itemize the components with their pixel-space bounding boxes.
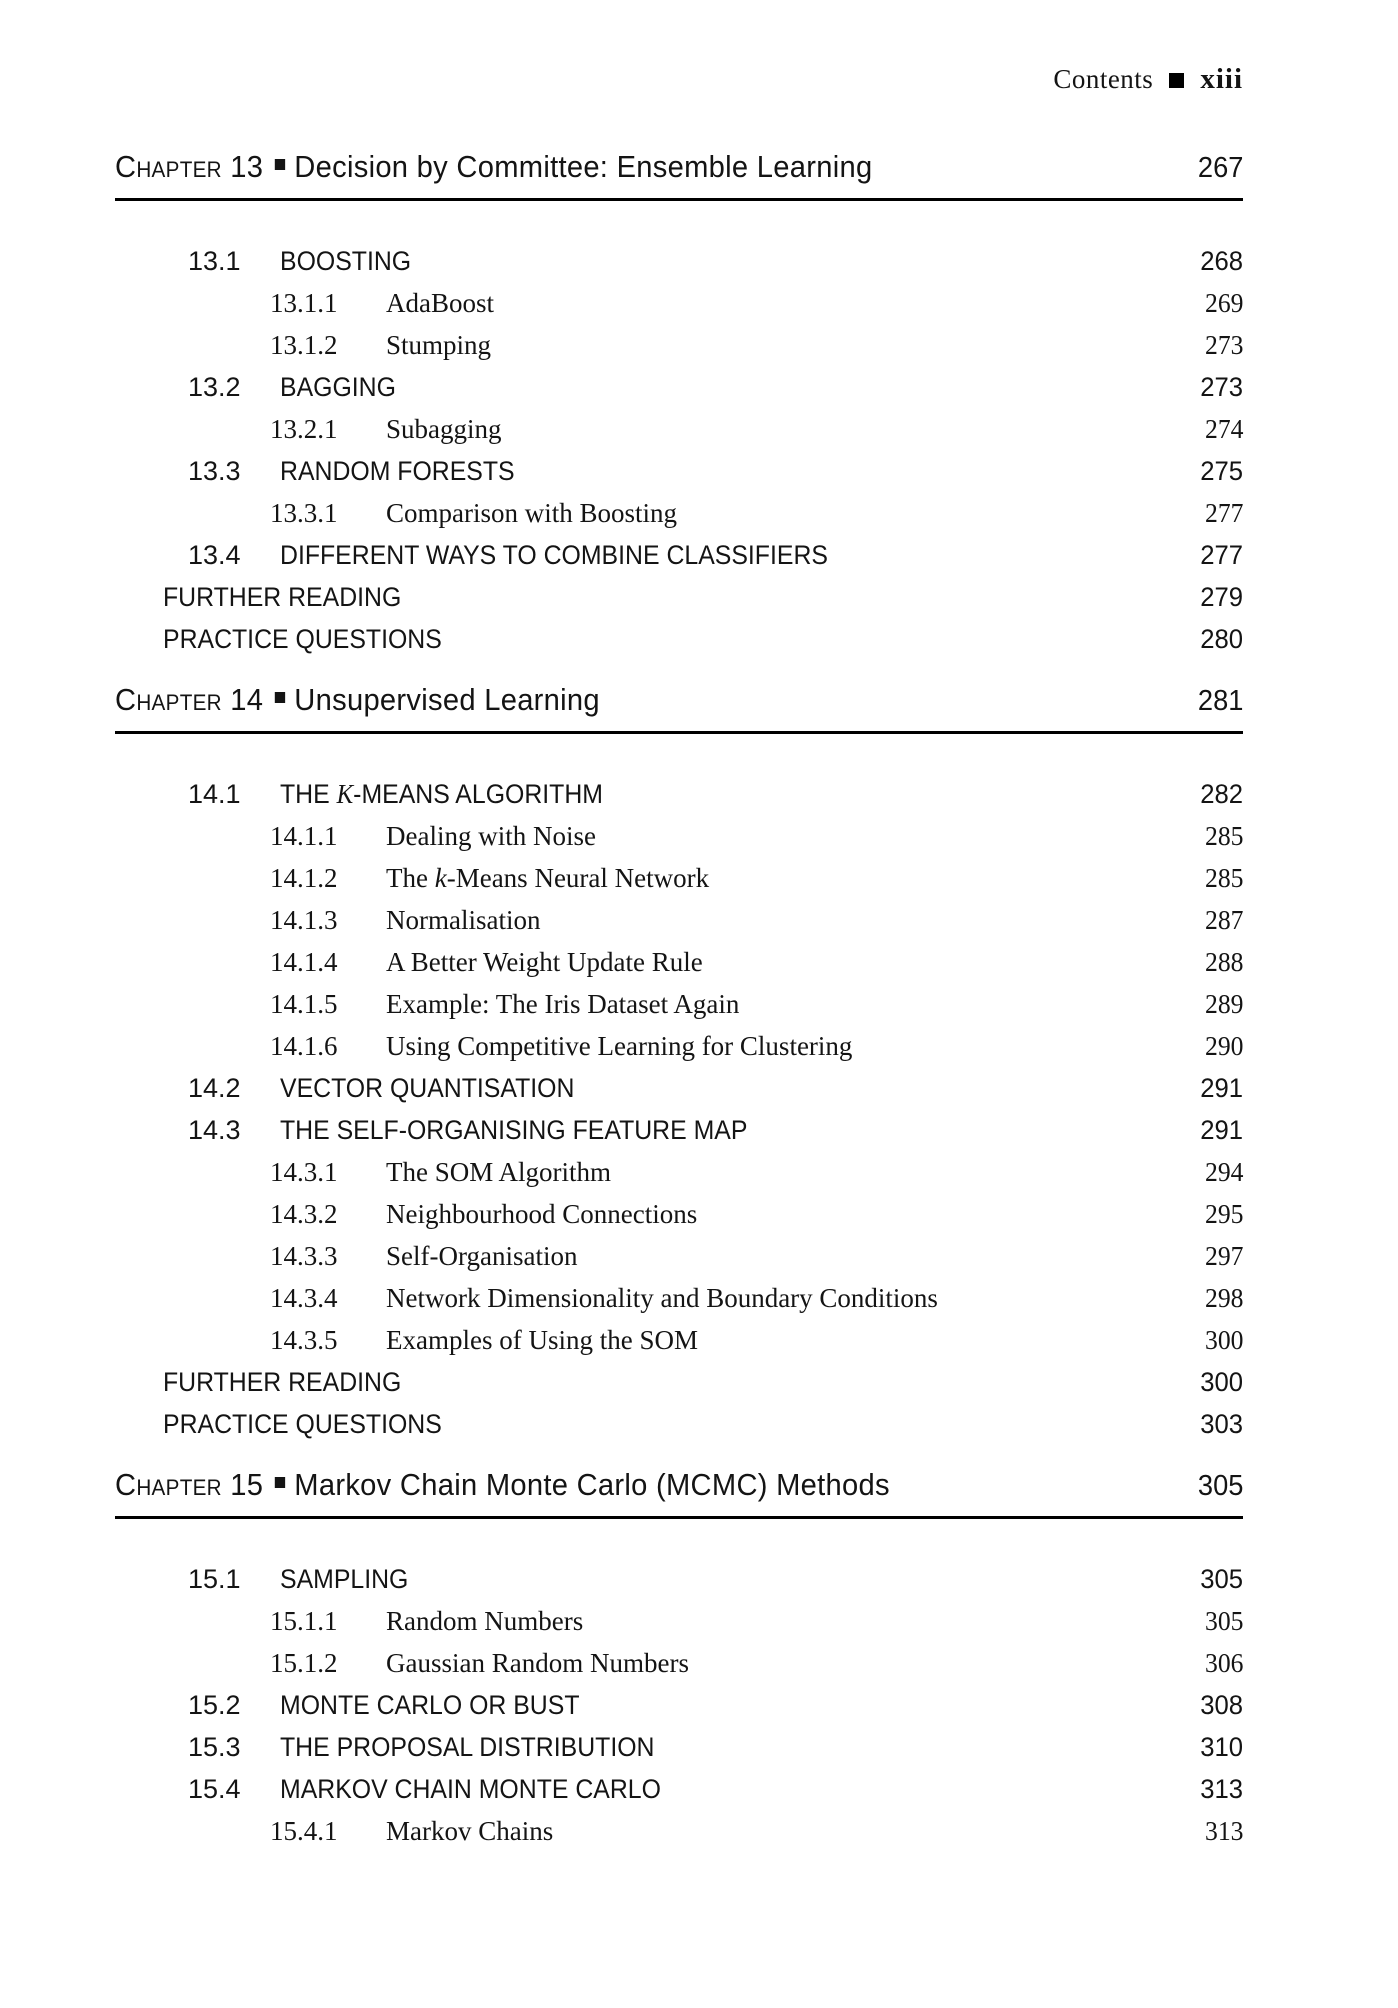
- italic-text: K: [336, 779, 354, 809]
- toc-entry-section: [115, 1074, 1243, 1102]
- text-part: VECTOR QUANTISATION: [280, 1073, 575, 1103]
- entry-number: 13.2: [188, 372, 241, 402]
- toc-entry-subsection: [115, 1032, 1243, 1060]
- toc-entry-subsection: [115, 990, 1243, 1018]
- chapter-heading-row: [115, 683, 1243, 718]
- text-part: PRACTICE QUESTIONS: [163, 624, 442, 654]
- entry-title: [386, 1032, 852, 1060]
- square-bullet-icon: [275, 692, 285, 703]
- chapter-rule: [115, 731, 1243, 734]
- toc-entry-subsection: [115, 864, 1243, 892]
- entry-number: 15.1.1: [270, 1606, 338, 1636]
- chapter-block: [115, 150, 1243, 653]
- entry-page-number: 280: [1200, 624, 1243, 654]
- chapter-entries: [115, 780, 1243, 1438]
- entry-title: [386, 948, 703, 976]
- entry-page-number: 298: [1204, 1283, 1243, 1313]
- chapter-rule: [115, 198, 1243, 201]
- text-part: -MEANS ALGORITHM: [353, 779, 603, 809]
- entry-page-number: 306: [1204, 1648, 1243, 1678]
- toc-entry-subsection: [115, 948, 1243, 976]
- toc-entry-subsection: [115, 1242, 1243, 1270]
- text-part: Stumping: [386, 330, 492, 360]
- entry-number: 14.3.3: [270, 1241, 338, 1271]
- text-part: The: [386, 863, 435, 893]
- text-part: BAGGING: [280, 372, 396, 402]
- toc-entry-subsection: [115, 1649, 1243, 1677]
- entry-title: [386, 864, 709, 892]
- toc-entry-subsection: [115, 1326, 1243, 1354]
- square-bullet-icon: [275, 1477, 285, 1488]
- chapter-heading-row: [115, 1468, 1243, 1503]
- entry-title: [386, 990, 739, 1018]
- text-part: The SOM Algorithm: [386, 1157, 612, 1187]
- toc-entry-unnumbered: [115, 625, 1243, 653]
- text-part: MONTE CARLO OR BUST: [280, 1690, 580, 1720]
- toc-entry-subsection: [115, 331, 1243, 359]
- text-part: -Means Neural Network: [446, 863, 710, 893]
- toc-entry-section: [115, 457, 1243, 485]
- text-part: Random Numbers: [386, 1606, 584, 1636]
- entry-number: 13.1.2: [270, 330, 338, 360]
- entry-title: [163, 583, 401, 611]
- text-part: AdaBoost: [386, 288, 494, 318]
- entry-title: [280, 1775, 661, 1803]
- chapter-label: Chapter: [115, 682, 222, 717]
- chapter-label: Chapter: [115, 1467, 222, 1502]
- entry-title: [280, 1565, 408, 1593]
- entry-page-number: 277: [1204, 498, 1243, 528]
- entry-title: [386, 415, 502, 443]
- text-part: Markov Chain Monte Carlo (MCMC) Methods: [294, 1467, 890, 1502]
- chapter-title: [294, 1467, 890, 1502]
- entry-title: [280, 457, 515, 485]
- toc-chapters: [115, 150, 1243, 1845]
- entry-page-number: 268: [1200, 246, 1243, 276]
- entry-title: [386, 822, 596, 850]
- entry-title: [386, 1817, 553, 1845]
- toc-entry-section: [115, 541, 1243, 569]
- running-head: [115, 64, 1243, 94]
- entry-page-number: 295: [1204, 1199, 1243, 1229]
- toc-entry-subsection: [115, 1158, 1243, 1186]
- entry-title: [280, 1074, 574, 1102]
- toc-entry-subsection: [115, 906, 1243, 934]
- entry-number: 13.3: [188, 456, 241, 486]
- text-part: Example: The Iris Dataset Again: [386, 989, 740, 1019]
- entry-page-number: 285: [1204, 821, 1243, 851]
- entry-title: [386, 1326, 698, 1354]
- toc-entry-subsection: [115, 1284, 1243, 1312]
- text-part: Network Dimensionality and Boundary Conditions: [386, 1283, 938, 1313]
- text-part: Neighbourhood Connections: [386, 1199, 698, 1229]
- entry-title: [386, 1607, 583, 1635]
- entry-title: [280, 373, 396, 401]
- text-part: Dealing with Noise: [386, 821, 596, 851]
- entry-number: 14.1.3: [270, 905, 338, 935]
- entry-title: [163, 625, 442, 653]
- toc-entry-subsection: [115, 499, 1243, 527]
- chapter-page-number: 281: [1197, 685, 1243, 717]
- entry-page-number: 273: [1204, 330, 1243, 360]
- entry-number: 15.1.2: [270, 1648, 338, 1678]
- toc-entry-subsection: [115, 1200, 1243, 1228]
- toc-entry-section: [115, 247, 1243, 275]
- text-part: Subagging: [386, 414, 502, 444]
- entry-page-number: 279: [1200, 582, 1243, 612]
- text-part: FURTHER READING: [163, 582, 402, 612]
- chapter-label: Chapter: [115, 149, 222, 184]
- toc-entry-section: [115, 1775, 1243, 1803]
- entry-number: 13.4: [188, 540, 241, 570]
- entry-page-number: 289: [1204, 989, 1243, 1019]
- entry-page-number: 297: [1204, 1241, 1243, 1271]
- text-part: DIFFERENT WAYS TO COMBINE CLASSIFIERS: [280, 540, 828, 570]
- entry-number: 14.1: [188, 779, 241, 809]
- entry-number: 14.3: [188, 1115, 241, 1145]
- text-part: THE SELF-ORGANISING FEATURE MAP: [280, 1115, 748, 1145]
- entry-title: [386, 1284, 938, 1312]
- text-part: Using Competitive Learning for Clustering: [386, 1031, 853, 1061]
- text-part: Comparison with Boosting: [386, 498, 678, 528]
- chapter-title: [294, 682, 600, 717]
- chapter-block: [115, 683, 1243, 1438]
- toc-entry-unnumbered: [115, 1368, 1243, 1396]
- entry-page-number: 274: [1204, 414, 1243, 444]
- toc-entry-section: [115, 780, 1243, 808]
- text-part: Decision by Committee: Ensemble Learning: [294, 149, 873, 184]
- toc-entry-unnumbered: [115, 1410, 1243, 1438]
- text-part: SAMPLING: [280, 1564, 409, 1594]
- entry-page-number: 275: [1200, 456, 1243, 486]
- chapter-title: [294, 149, 872, 184]
- text-part: THE PROPOSAL DISTRIBUTION: [280, 1732, 655, 1762]
- toc-entry-subsection: [115, 822, 1243, 850]
- entry-number: 14.2: [188, 1073, 241, 1103]
- entry-title: [280, 780, 603, 808]
- text-part: Normalisation: [386, 905, 541, 935]
- entry-page-number: 294: [1204, 1157, 1243, 1187]
- text-part: Gaussian Random Numbers: [386, 1648, 689, 1678]
- entry-page-number: 300: [1204, 1325, 1243, 1355]
- chapter-number: 15: [221, 1467, 264, 1502]
- entry-page-number: 269: [1204, 288, 1243, 318]
- entry-number: 15.1: [188, 1564, 241, 1594]
- entry-title: [280, 1733, 654, 1761]
- entry-page-number: 291: [1200, 1115, 1243, 1145]
- chapter-heading: [115, 683, 600, 717]
- toc-entry-section: [115, 373, 1243, 401]
- entry-number: 14.3.5: [270, 1325, 338, 1355]
- entry-number: 14.3.2: [270, 1199, 338, 1229]
- entry-page-number: 287: [1204, 905, 1243, 935]
- chapter-page-number: 267: [1197, 152, 1243, 184]
- entry-page-number: 300: [1200, 1367, 1243, 1397]
- entry-title: [163, 1368, 401, 1396]
- text-part: A Better Weight Update Rule: [386, 947, 703, 977]
- running-head-title: Contents: [1053, 64, 1154, 94]
- entry-title: [386, 1649, 689, 1677]
- entry-page-number: 273: [1200, 372, 1243, 402]
- page-number-roman: xiii: [1200, 63, 1243, 95]
- chapter-number: 14: [221, 682, 264, 717]
- entry-title: [280, 541, 828, 569]
- italic-text: k: [434, 863, 447, 893]
- chapter-number: 13: [221, 149, 264, 184]
- entry-number: 14.3.4: [270, 1283, 338, 1313]
- chapter-heading-row: [115, 150, 1243, 185]
- entry-title: [280, 247, 411, 275]
- entry-title: [386, 499, 677, 527]
- chapter-page-number: 305: [1197, 1470, 1243, 1502]
- toc-entry-unnumbered: [115, 583, 1243, 611]
- entry-number: 14.1.2: [270, 863, 338, 893]
- entry-title: [386, 331, 491, 359]
- entry-number: 14.3.1: [270, 1157, 338, 1187]
- entry-number: 14.1.4: [270, 947, 338, 977]
- entry-page-number: 285: [1204, 863, 1243, 893]
- entry-number: 14.1.6: [270, 1031, 338, 1061]
- text-part: BOOSTING: [280, 246, 412, 276]
- entry-page-number: 277: [1200, 540, 1243, 570]
- chapter-heading: [115, 1468, 890, 1502]
- chapter-entries: [115, 1565, 1243, 1845]
- entry-page-number: 305: [1204, 1606, 1243, 1636]
- toc-entry-section: [115, 1565, 1243, 1593]
- entry-page-number: 310: [1200, 1732, 1243, 1762]
- text-part: Markov Chains: [386, 1816, 554, 1846]
- square-separator-icon: [1169, 73, 1184, 88]
- entry-title: [280, 1116, 747, 1144]
- entry-title: [386, 289, 494, 317]
- toc-entry-subsection: [115, 415, 1243, 443]
- chapter-rule: [115, 1516, 1243, 1519]
- entry-title: [386, 1242, 577, 1270]
- entry-page-number: 313: [1200, 1774, 1243, 1804]
- entry-number: 15.4: [188, 1774, 241, 1804]
- text-part: RANDOM FORESTS: [280, 456, 515, 486]
- entry-title: [386, 1158, 611, 1186]
- entry-page-number: 282: [1200, 779, 1243, 809]
- text-part: Unsupervised Learning: [294, 682, 600, 717]
- entry-number: 14.1.5: [270, 989, 338, 1019]
- entry-page-number: 313: [1204, 1816, 1243, 1846]
- entry-number: 15.4.1: [270, 1816, 338, 1846]
- entry-page-number: 288: [1204, 947, 1243, 977]
- text-part: MARKOV CHAIN MONTE CARLO: [280, 1774, 661, 1804]
- entry-title: [386, 1200, 697, 1228]
- text-part: THE: [280, 779, 337, 809]
- text-part: Examples of Using the SOM: [386, 1325, 698, 1355]
- entry-page-number: 308: [1200, 1690, 1243, 1720]
- toc-entry-section: [115, 1691, 1243, 1719]
- entry-page-number: 303: [1200, 1409, 1243, 1439]
- entry-number: 13.2.1: [270, 414, 338, 444]
- entry-page-number: 305: [1200, 1564, 1243, 1594]
- entry-number: 13.3.1: [270, 498, 338, 528]
- chapter-entries: [115, 247, 1243, 653]
- chapter-block: [115, 1468, 1243, 1845]
- text-part: FURTHER READING: [163, 1367, 402, 1397]
- toc-entry-section: [115, 1733, 1243, 1761]
- entry-number: 15.3: [188, 1732, 241, 1762]
- entry-title: [163, 1410, 442, 1438]
- entry-page-number: 291: [1200, 1073, 1243, 1103]
- text-part: Self-Organisation: [386, 1241, 578, 1271]
- entry-title: [280, 1691, 579, 1719]
- entry-number: 13.1: [188, 246, 241, 276]
- toc-entry-section: [115, 1116, 1243, 1144]
- square-bullet-icon: [275, 159, 285, 170]
- toc-entry-subsection: [115, 1607, 1243, 1635]
- entry-number: 13.1.1: [270, 288, 338, 318]
- entry-number: 14.1.1: [270, 821, 338, 851]
- entry-page-number: 290: [1204, 1031, 1243, 1061]
- text-part: PRACTICE QUESTIONS: [163, 1409, 442, 1439]
- entry-title: [386, 906, 540, 934]
- chapter-heading: [115, 150, 872, 184]
- toc-entry-subsection: [115, 289, 1243, 317]
- toc-entry-subsection: [115, 1817, 1243, 1845]
- entry-number: 15.2: [188, 1690, 241, 1720]
